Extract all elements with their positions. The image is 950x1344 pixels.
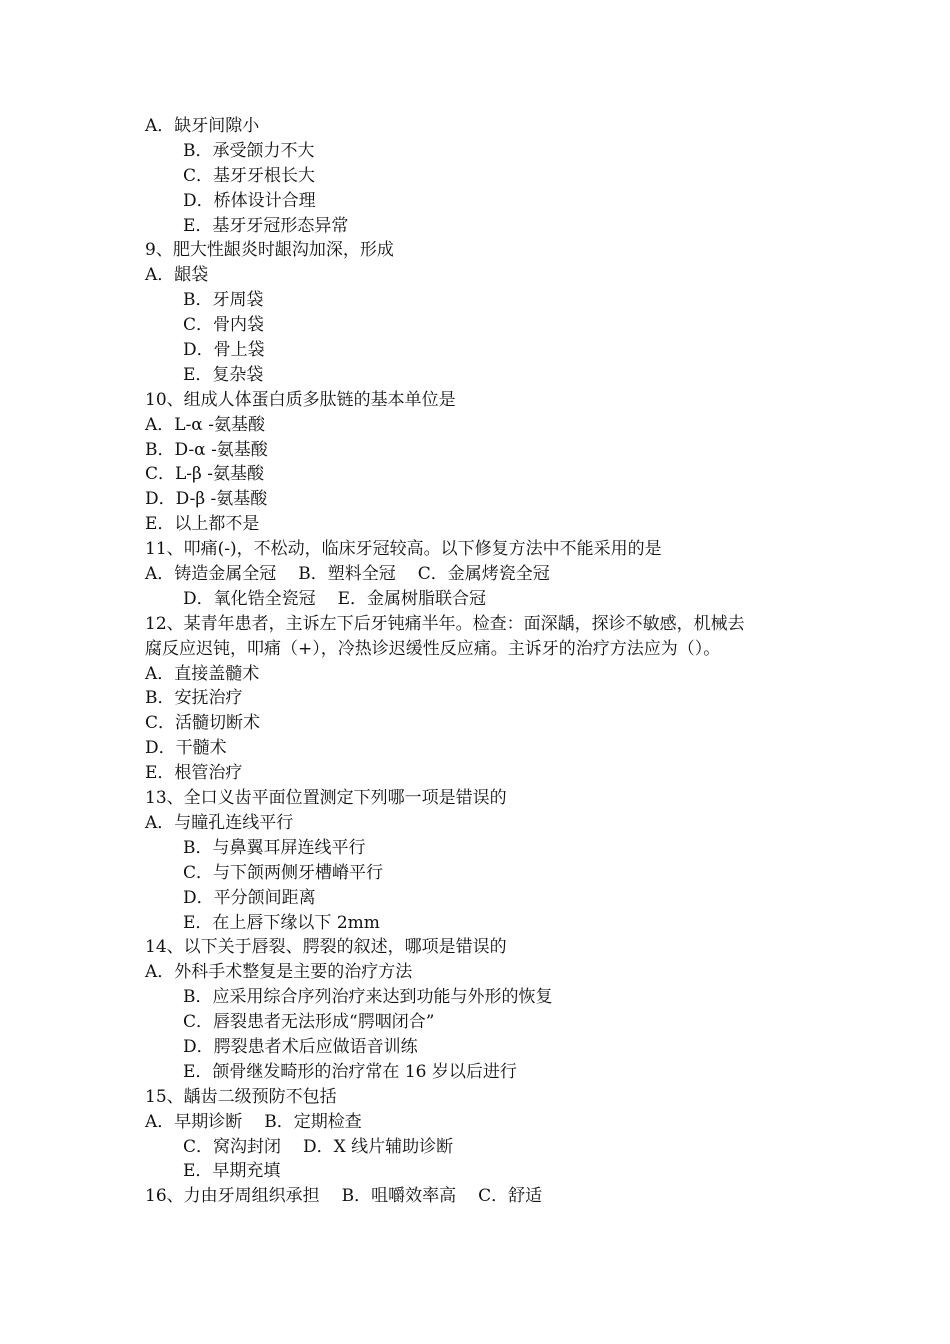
option-line: E．根管治疗 [145,763,243,784]
option-row [145,562,825,587]
option-row [145,1110,825,1135]
option-row [145,1184,825,1209]
option-line: D．干髓术 [145,738,227,759]
option-text: B．咀嚼效率高 [341,1186,457,1207]
option-line: B．与鼻翼耳屏连线平行 [183,837,366,858]
option-text: B．定期检查 [264,1111,362,1132]
option-line: D．腭裂患者术后应做语音训练 [183,1036,418,1057]
option-line: B．承受颌力不大 [183,140,315,161]
question-line: 12、某青年患者，主诉左下后牙钝痛半年。检查：面深龋，探诊不敏感，机械去 [145,613,745,634]
question-list [145,114,825,1209]
question-text: 16、力由牙周组织承担 [145,1186,320,1207]
option-line: B．D-α -氨基酸 [145,439,268,460]
option-text: D．X 线片辅助诊断 [303,1136,454,1157]
option-line: E．早期充填 [183,1161,281,1182]
question-line: 15、龋齿二级预防不包括 [145,1086,337,1107]
option-text: D．氧化锆全瓷冠 [183,588,316,609]
question-line: 腐反应迟钝，叩痛（+），冷热诊迟缓性反应痛。主诉牙的治疗方法应为（）。 [145,638,721,659]
option-line: A．L-α -氨基酸 [145,414,265,435]
option-line: A．与瞳孔连线平行 [145,812,294,833]
question-line: 11、叩痛(-)，不松动，临床牙冠较高。以下修复方法中不能采用的是 [145,539,662,560]
option-line: C．基牙牙根长大 [183,165,316,186]
option-text: C．窝沟封闭 [183,1136,282,1157]
question-line: 10、组成人体蛋白质多肽链的基本单位是 [145,389,456,410]
option-line: E．在上唇下缘以下 2mm [183,912,380,933]
question-line: 13、全口义齿平面位置测定下列哪一项是错误的 [145,788,507,809]
option-line: E．颌骨继发畸形的治疗常在 16 岁以后进行 [183,1061,517,1082]
option-line: A．缺牙间隙小 [145,116,260,136]
option-row [145,587,825,612]
option-line: B．应采用综合序列治疗来达到功能与外形的恢复 [183,987,553,1008]
option-text: A．早期诊断 [145,1111,243,1132]
option-text: C．金属烤瓷全冠 [417,564,550,585]
option-line: B．安抚治疗 [145,688,243,709]
option-line: E．复杂袋 [183,364,264,385]
option-line: A．直接盖髓术 [145,663,260,684]
option-line: D．骨上袋 [183,340,265,361]
question-line: 14、以下关于唇裂、腭裂的叙述，哪项是错误的 [145,937,507,958]
option-row [145,1135,825,1160]
option-line: C．活髓切断术 [145,713,261,734]
option-line: C．与下颌两侧牙槽嵴平行 [183,862,384,883]
option-line: A．外科手术整复是主要的治疗方法 [145,962,413,983]
option-line: D．桥体设计合理 [183,190,316,211]
question-line: 9、肥大性龈炎时龈沟加深，形成 [145,240,394,261]
option-text: C．舒适 [478,1186,543,1207]
option-line: C．L-β -氨基酸 [145,464,265,485]
option-text: B．塑料全冠 [298,564,396,585]
option-line: B．牙周袋 [183,290,264,311]
option-text: A．铸造金属全冠 [145,564,277,585]
option-line: E．基牙牙冠形态异常 [183,215,349,236]
option-line: D．D-β -氨基酸 [145,489,268,510]
option-line: E．以上都不是 [145,514,260,535]
option-line: C．骨内袋 [183,315,265,336]
option-line: D．平分颌间距离 [183,887,316,908]
option-text: E．金属树脂联合冠 [337,588,487,609]
option-line: A．龈袋 [145,265,209,286]
option-line: C．唇裂患者无法形成“腭咽闭合” [183,1012,435,1033]
